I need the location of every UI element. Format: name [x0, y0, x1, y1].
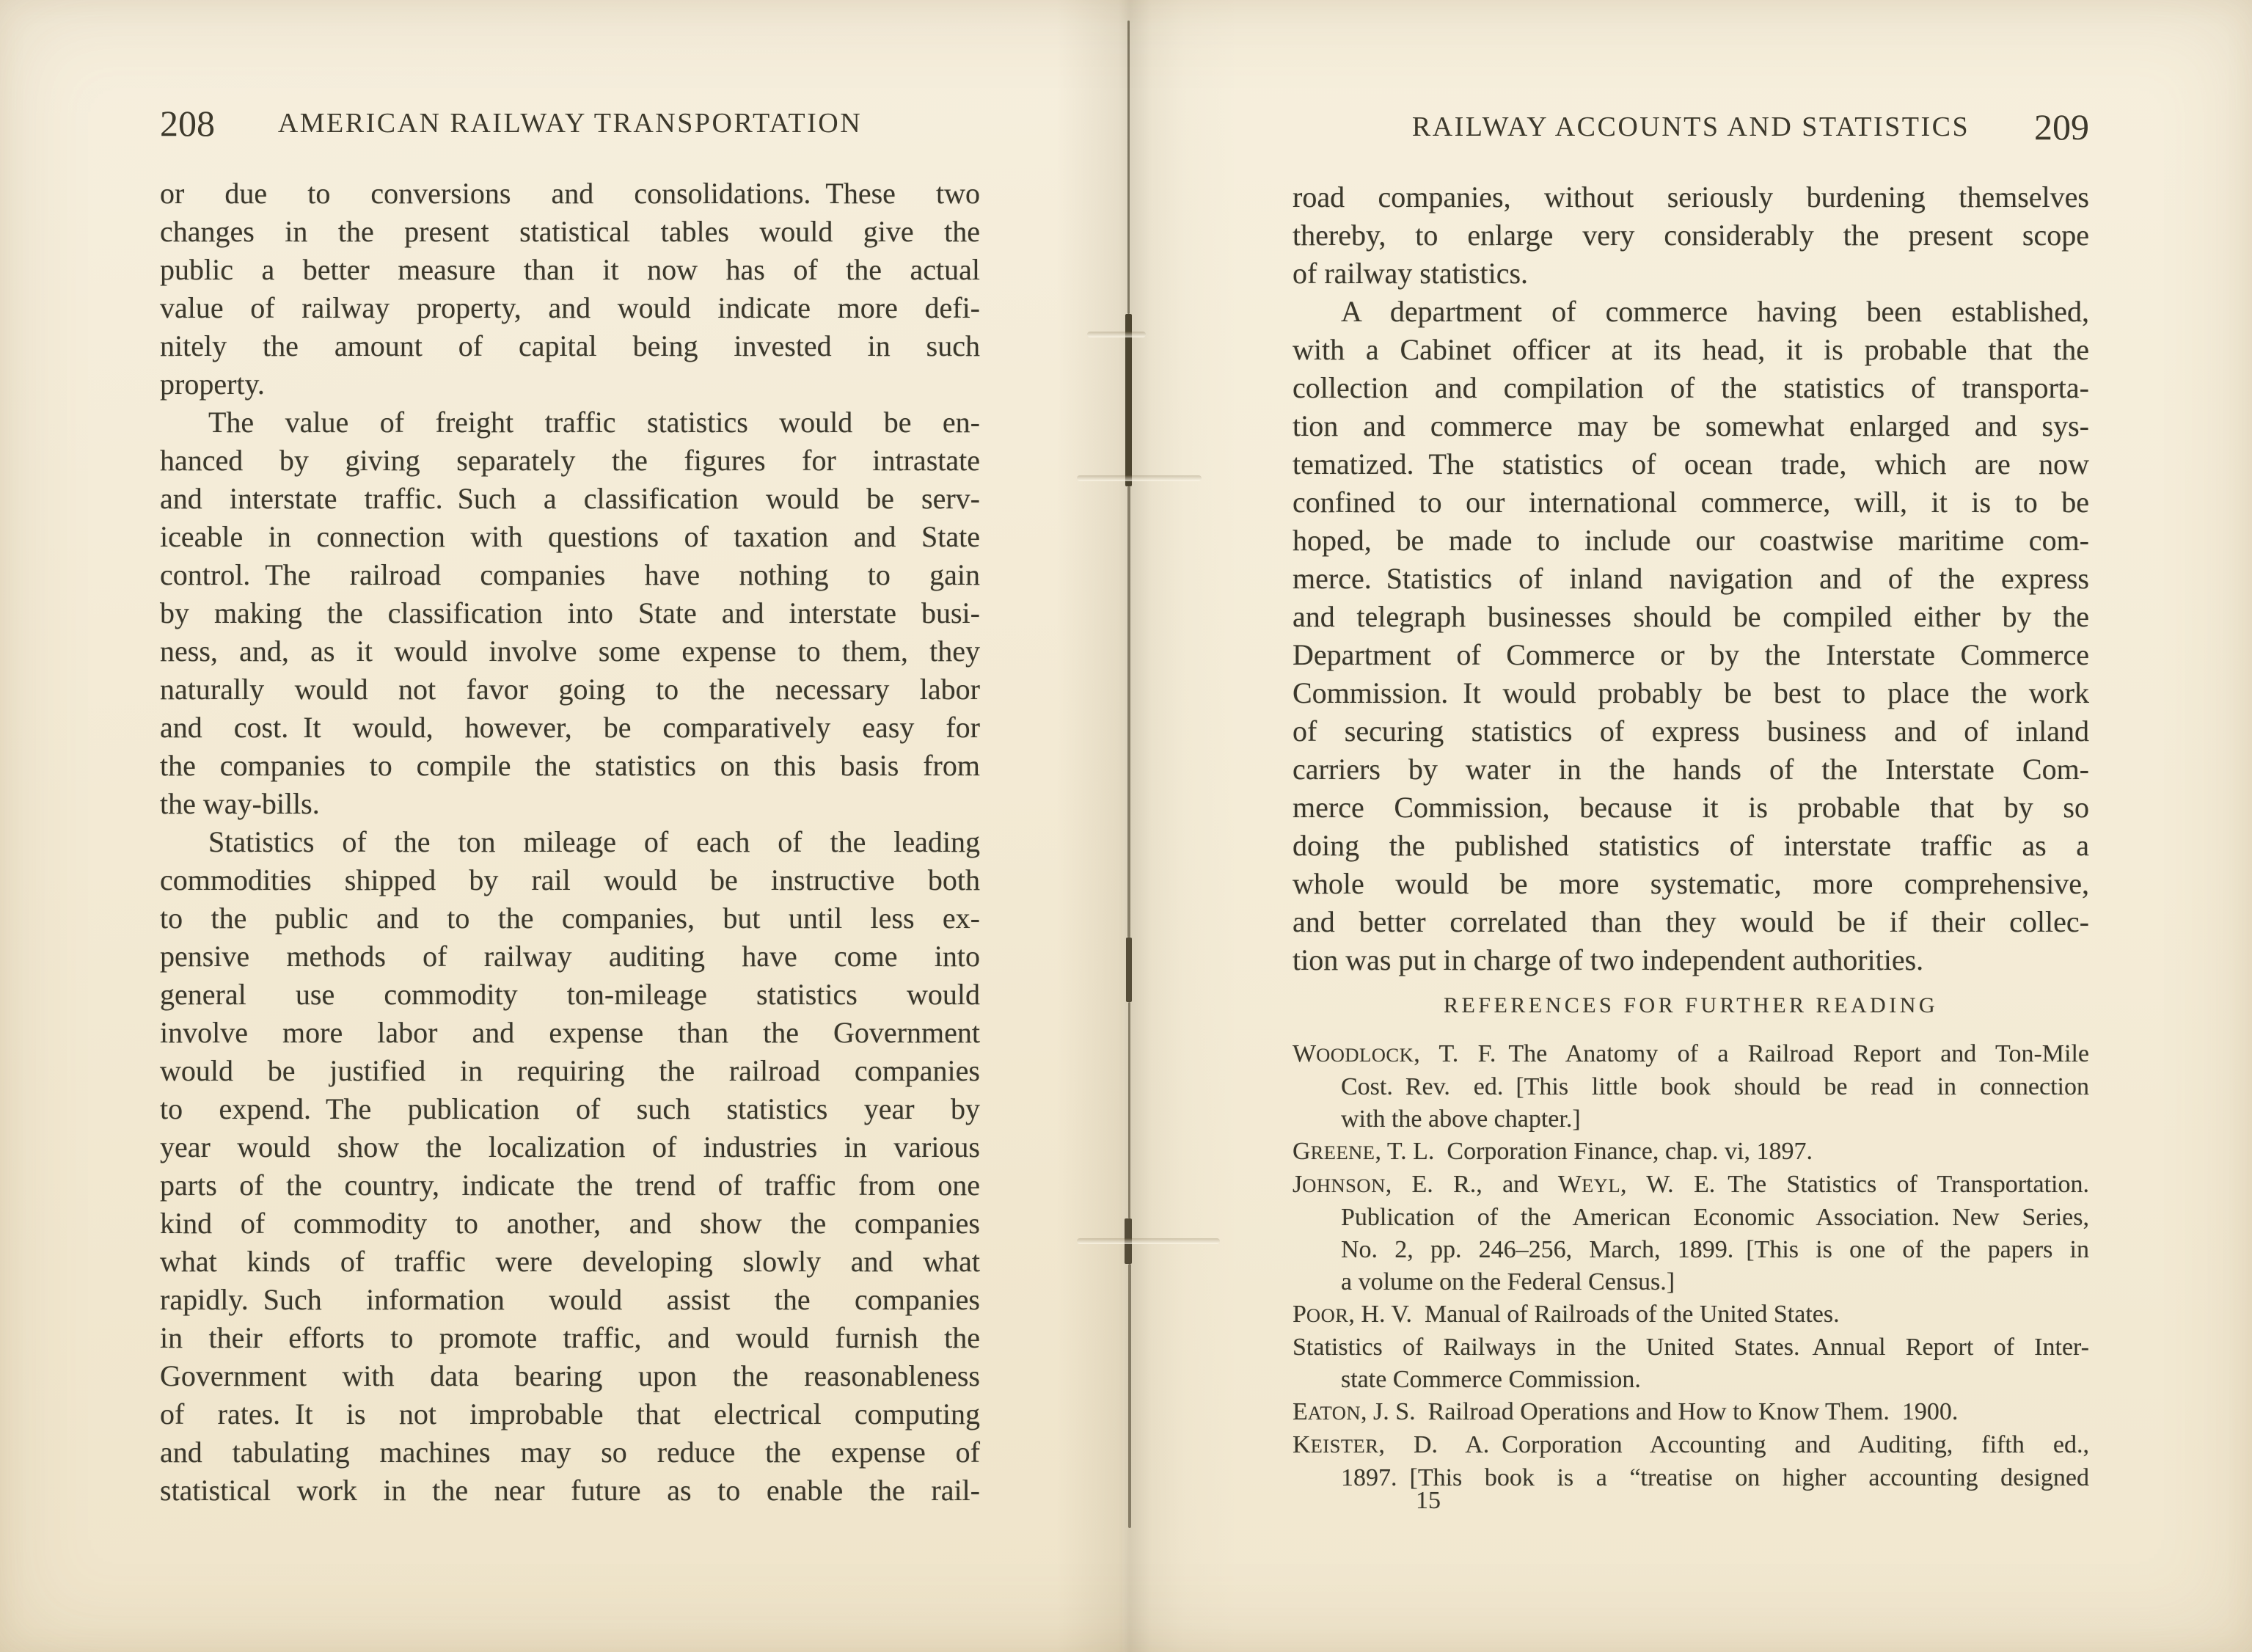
- reference-line: 1897. [This book is a “treatise on higher accounting designed: [1341, 1464, 2089, 1491]
- left-running-title: AMERICAN RAILWAY TRANSPORTATION: [277, 108, 863, 139]
- reference-entry: [1293, 1136, 2089, 1169]
- text-line: merce. Statistics of inland navigation and of the express: [1293, 562, 2089, 595]
- reference-entry: [1293, 1169, 2089, 1298]
- text-line: with a Cabinet officer at its head, it is probable that the: [1293, 333, 2089, 366]
- small-caps-name: EYL: [1581, 1174, 1621, 1196]
- reference-line: GREENE, T. L. Corporation Finance, chap. vi, 1897.: [1293, 1138, 1813, 1165]
- references-list: [1293, 1038, 2089, 1494]
- references-heading: REFERENCES FOR FURTHER READING: [1443, 993, 1939, 1017]
- reference-line: with the above chapter.]: [1341, 1105, 1581, 1133]
- text-line: naturally would not favor going to the necessary labor: [160, 673, 980, 706]
- text-line: pensive methods of railway auditing have come into: [160, 940, 980, 973]
- reference-entry: [1293, 1331, 2089, 1396]
- left-page-body: [160, 175, 980, 1510]
- text-line: rapidly. Such information would assist the companies: [160, 1283, 980, 1316]
- reference-entry: [1293, 1038, 2089, 1136]
- text-line: involve more labor and expense than the Government: [160, 1016, 980, 1049]
- text-line: road companies, without seriously burdening themselves: [1293, 180, 2089, 213]
- reference-line: POOR, H. V. Manual of Railroads of the United States.: [1293, 1301, 1840, 1328]
- text-line: hanced by giving separately the figures for intrastate: [160, 444, 980, 477]
- text-line: year would show the localization of industries in various: [160, 1130, 980, 1163]
- right-page-body: [1293, 178, 2089, 979]
- text-line: and better correlated than they would be if their collec-: [1293, 905, 2089, 938]
- text-line: Statistics of the ton mileage of each of the leading: [208, 825, 980, 858]
- text-line: statistical work in the near future as to enable the rail-: [160, 1474, 980, 1507]
- reference-line: Cost. Rev. ed. [This little book should be read in connection: [1341, 1073, 2089, 1100]
- text-line: whole would be more systematic, more comprehensive,: [1293, 867, 2089, 900]
- text-line: parts of the country, indicate the trend of traffic from one: [160, 1169, 980, 1202]
- text-line: value of railway property, and would indicate more defi-: [160, 291, 980, 324]
- text-line: ness, and, as it would involve some expense to them, they: [160, 635, 980, 668]
- reference-line: WOODLOCK, T. F. The Anatomy of a Railroad Report and Ton-Mile: [1293, 1040, 2089, 1067]
- text-line: iceable in connection with questions of taxation and State: [160, 520, 980, 553]
- text-line: what kinds of traffic were developing slowly and what: [160, 1245, 980, 1278]
- text-line: tematized. The statistics of ocean trade, which are now: [1293, 447, 2089, 480]
- small-caps-name: OHNSON: [1302, 1174, 1386, 1196]
- text-line: Department of Commerce or by the Interstate Commerce: [1293, 638, 2089, 671]
- signature-mark: 15: [1416, 1487, 1441, 1514]
- left-page-header: [160, 104, 980, 142]
- small-caps-name: REENE: [1310, 1141, 1375, 1163]
- left-page-number: 208: [160, 103, 215, 144]
- text-line: general use commodity ton-mileage statistics would: [160, 978, 980, 1011]
- right-running-title: RAILWAY ACCOUNTS AND STATISTICS: [1411, 112, 1970, 142]
- text-line: tion and commerce may be somewhat enlarged and sys-: [1293, 409, 2089, 442]
- small-caps-name: OOR: [1306, 1304, 1349, 1326]
- text-line: public a better measure than it now has of the actual: [160, 253, 980, 286]
- right-page-number: 209: [2034, 106, 2089, 147]
- text-line: and tabulating machines may so reduce the expense of: [160, 1436, 980, 1469]
- text-line: tion was put in charge of two independent authorities.: [1293, 943, 1924, 976]
- text-line: the companies to compile the statistics on this basis from: [160, 749, 980, 782]
- text-line: A department of commerce having been established,: [1341, 295, 2089, 328]
- text-line: hoped, be made to include our coastwise maritime com-: [1293, 524, 2089, 557]
- text-line: to the public and to the companies, but until less ex-: [160, 902, 980, 935]
- small-caps-name: ATON: [1307, 1402, 1361, 1424]
- text-line: to expend. The publication of such statistics year by: [160, 1092, 980, 1125]
- body-paragraph: [160, 823, 980, 1510]
- body-paragraph: [160, 175, 980, 403]
- small-caps-name: OODLOCK: [1316, 1044, 1414, 1066]
- text-line: and interstate traffic. Such a classification would be serv-: [160, 482, 980, 515]
- text-line: changes in the present statistical tables would give the: [160, 215, 980, 248]
- text-line: of railway statistics.: [1293, 257, 1529, 290]
- reference-line: Statistics of Railways in the United States. Annual Report of Inter-: [1293, 1334, 2089, 1361]
- reference-entry: [1293, 1396, 2089, 1429]
- reference-line: KEISTER, D. A. Corporation Accounting and Auditing, fifth ed.,: [1293, 1431, 2089, 1458]
- right-page: [1122, 0, 2252, 1652]
- text-line: the way-bills.: [160, 787, 320, 820]
- text-line: in their efforts to promote traffic, and would furnish the: [160, 1321, 980, 1354]
- text-line: of securing statistics of express business and of inland: [1293, 714, 2089, 748]
- text-line: would be justified in requiring the railroad companies: [160, 1054, 980, 1087]
- text-line: commodities shipped by rail would be instructive both: [160, 863, 980, 896]
- text-line: nitely the amount of capital being invested in such: [160, 329, 980, 362]
- text-line: property.: [160, 368, 265, 401]
- text-line: or due to conversions and consolidations. These two: [160, 177, 980, 210]
- reference-entry: [1293, 1298, 2089, 1331]
- text-line: and telegraph businesses should be compiled either by the: [1293, 600, 2089, 633]
- reference-entry: [1293, 1429, 2089, 1494]
- reference-line: EATON, J. S. Railroad Operations and How to Know Them. 1900.: [1293, 1398, 1959, 1425]
- text-line: Commission. It would probably be best to place the work: [1293, 676, 2089, 709]
- reference-line: state Commerce Commission.: [1341, 1366, 1641, 1393]
- text-line: Government with data bearing upon the reasonableness: [160, 1359, 980, 1392]
- text-line: by making the classification into State and interstate busi-: [160, 596, 980, 629]
- text-line: and cost. It would, however, be comparatively easy for: [160, 711, 980, 744]
- reference-line: Publication of the American Economic Association. New Series,: [1341, 1204, 2089, 1231]
- text-line: merce Commission, because it is probable that by so: [1293, 791, 2089, 824]
- reference-line: a volume on the Federal Census.]: [1341, 1268, 1675, 1295]
- text-line: collection and compilation of the statistics of transporta-: [1293, 371, 2089, 404]
- left-page: [0, 0, 1122, 1652]
- text-line: control. The railroad companies have nothing to gain: [160, 558, 980, 591]
- text-line: of rates. It is not improbable that electrical computing: [160, 1397, 980, 1430]
- text-line: The value of freight traffic statistics would be en-: [208, 406, 980, 439]
- text-line: kind of commodity to another, and show the companies: [160, 1207, 980, 1240]
- text-line: doing the published statistics of interstate traffic as a: [1293, 829, 2089, 862]
- text-line: thereby, to enlarge very considerably the present scope: [1293, 219, 2089, 252]
- small-caps-name: EISTER: [1310, 1435, 1379, 1457]
- reference-line: JOHNSON, E. R., and WEYL, W. E. The Statistics of Transportation.: [1293, 1171, 2089, 1198]
- text-line: carriers by water in the hands of the Interstate Com-: [1293, 753, 2089, 786]
- body-paragraph: [1293, 293, 2089, 979]
- text-line: confined to our international commerce, will, it is to be: [1293, 486, 2089, 519]
- body-paragraph: [1293, 178, 2089, 293]
- reference-line: No. 2, pp. 246–256, March, 1899. [This is one of the papers in: [1341, 1236, 2089, 1263]
- body-paragraph: [160, 403, 980, 823]
- right-page-header: [1293, 108, 2089, 146]
